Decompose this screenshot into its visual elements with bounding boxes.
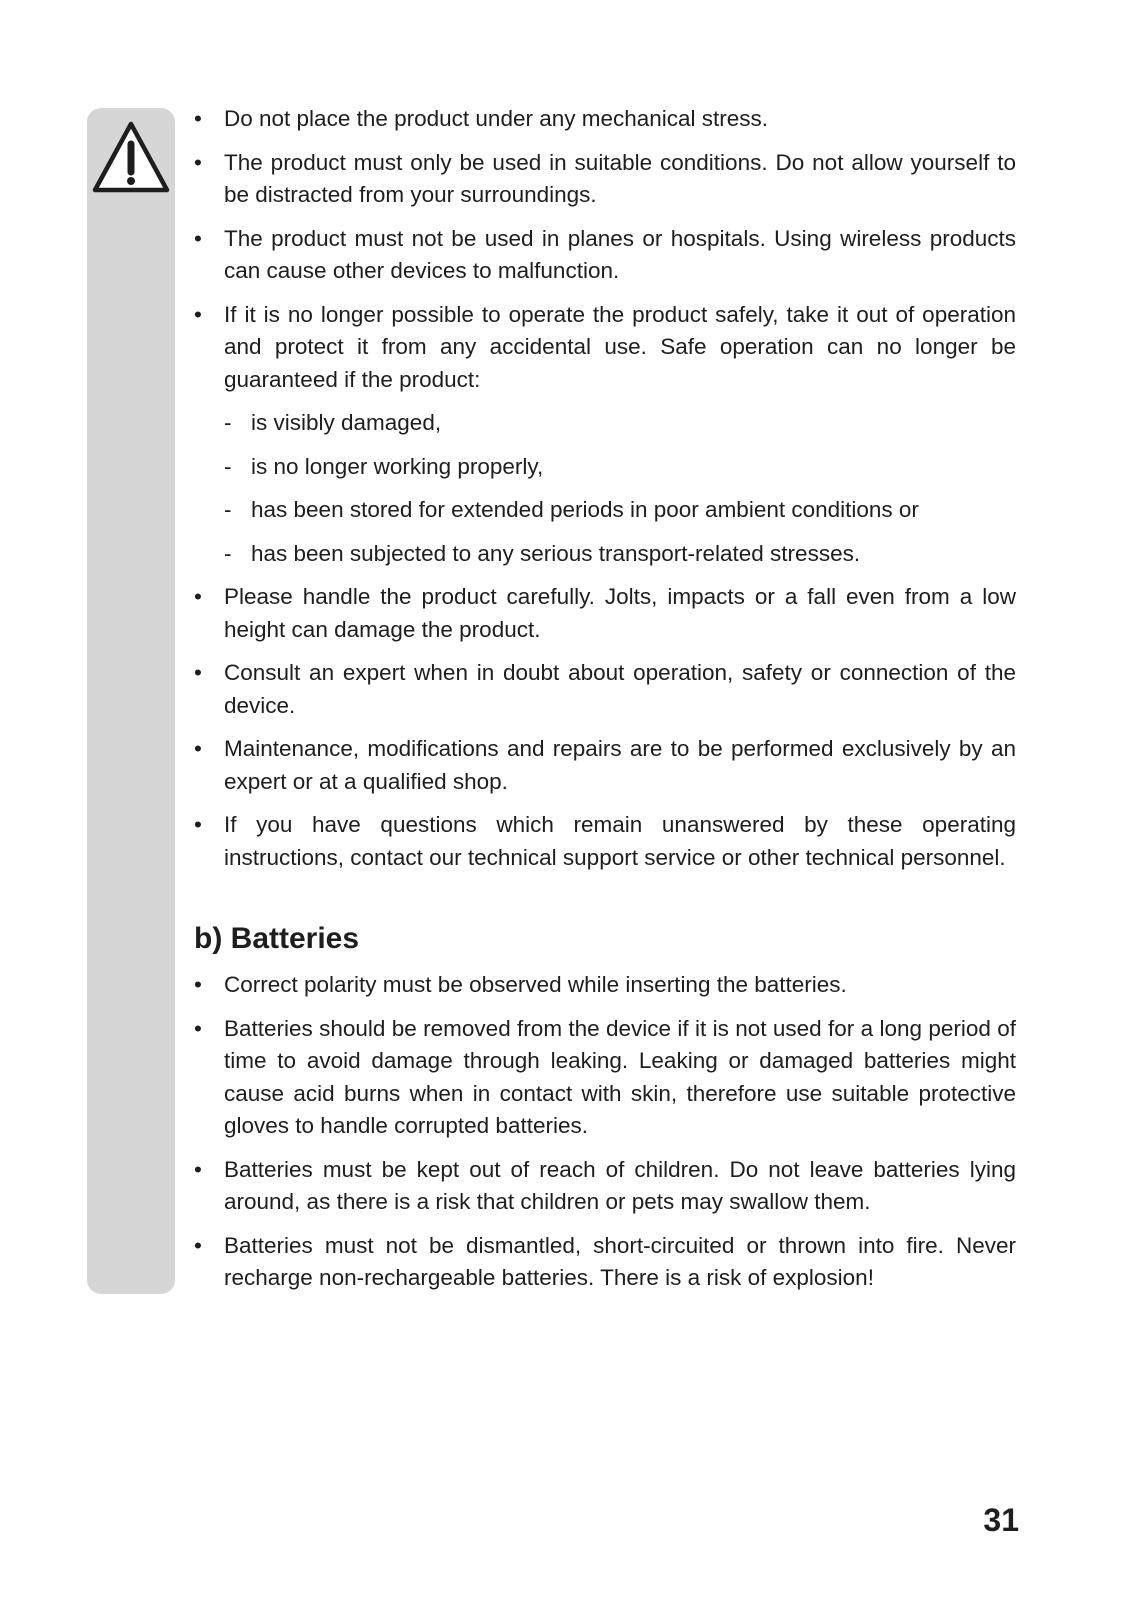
bullet-marker: • xyxy=(194,736,202,761)
list-item-text: Correct polarity must be observed while inserting the batteries. xyxy=(224,972,847,997)
sub-list-item xyxy=(224,451,1016,484)
list-item-text: Please handle the product carefully. Jolts, impacts or a fall even from a low height can damage the product. xyxy=(224,584,1016,642)
list-item xyxy=(194,103,1016,136)
sub-list-item xyxy=(224,407,1016,440)
list-item-text: Maintenance, modifications and repairs are to be performed exclusively by an expert or at a qualified shop. xyxy=(224,736,1016,794)
safety-instructions-list xyxy=(194,103,1016,874)
sub-list-item-text: is no longer working properly, xyxy=(251,453,544,479)
sub-list-item xyxy=(224,494,1016,527)
sub-list-item-text: has been subjected to any serious transport-related stresses. xyxy=(251,540,861,566)
list-item xyxy=(194,1230,1016,1295)
bullet-marker: • xyxy=(194,1232,202,1258)
list-item xyxy=(194,809,1016,874)
bullet-marker: • xyxy=(194,149,202,175)
list-item-text: Do not place the product under any mechanical stress. xyxy=(224,106,769,131)
battery-instructions-list xyxy=(194,969,1016,1295)
list-item xyxy=(194,299,1016,571)
bullet-marker: • xyxy=(194,972,202,997)
list-item-text: Batteries should be removed from the device if it is not used for a long period of time to avoid damage through leaking. Leaking or damaged batteries might cause acid burns when in contact with skin, therefore use suitable protective gloves to handle corrupted batteries. xyxy=(224,1015,1016,1138)
page-number: 31 xyxy=(983,1502,1019,1538)
list-item xyxy=(194,657,1016,722)
list-item xyxy=(194,147,1016,212)
list-item-text: Batteries must be kept out of reach of children. Do not leave batteries lying around, as there is a risk that children or pets may swallow them. xyxy=(224,1156,1016,1214)
bullet-marker: • xyxy=(194,225,202,251)
list-item-text: If you have questions which remain unanswered by these operating instructions, contact our technical support service or other technical personnel. xyxy=(224,812,1016,870)
sub-list-item-text: is visibly damaged, xyxy=(251,410,442,435)
warning-side-bar xyxy=(87,108,175,1294)
document-body xyxy=(194,103,1016,1306)
sub-list-item xyxy=(224,538,1016,571)
bullet-marker: • xyxy=(194,584,202,609)
list-item xyxy=(194,223,1016,288)
list-item xyxy=(194,581,1016,646)
bullet-marker: • xyxy=(194,1015,202,1041)
list-item-text: If it is no longer possible to operate the product safely, take it out of operation and protect it from any accidental use. Safe operation can no longer be guaranteed if the product: xyxy=(224,301,1016,392)
list-item xyxy=(194,1013,1016,1143)
bullet-marker: • xyxy=(194,106,202,131)
list-item-text: Consult an expert when in doubt about operation, safety or connection of the device. xyxy=(224,660,1016,718)
list-item-text: The product must not be used in planes or hospitals. Using wireless products can cause other devices to malfunction. xyxy=(224,225,1016,283)
list-item xyxy=(194,1154,1016,1219)
dash-marker: - xyxy=(224,497,232,522)
dash-marker: - xyxy=(224,453,232,479)
bullet-marker: • xyxy=(194,660,202,685)
list-item xyxy=(194,969,1016,1002)
bullet-marker: • xyxy=(194,812,202,837)
sub-list-item-text: has been stored for extended periods in poor ambient conditions or xyxy=(251,497,919,522)
sub-list xyxy=(224,407,1016,570)
section-heading-batteries: b) Batteries xyxy=(194,922,360,955)
list-item-text: The product must only be used in suitable conditions. Do not allow yourself to be distracted from your surroundings. xyxy=(224,149,1016,207)
dash-marker: - xyxy=(224,540,232,566)
dash-marker: - xyxy=(224,410,232,435)
list-item xyxy=(194,733,1016,798)
bullet-marker: • xyxy=(194,301,202,327)
list-item-text: Batteries must not be dismantled, short-circuited or thrown into fire. Never recharge non-rechargeable batteries. There is a risk of explosion! xyxy=(224,1232,1016,1290)
bullet-marker: • xyxy=(194,1156,202,1182)
warning-triangle-icon xyxy=(91,120,171,196)
